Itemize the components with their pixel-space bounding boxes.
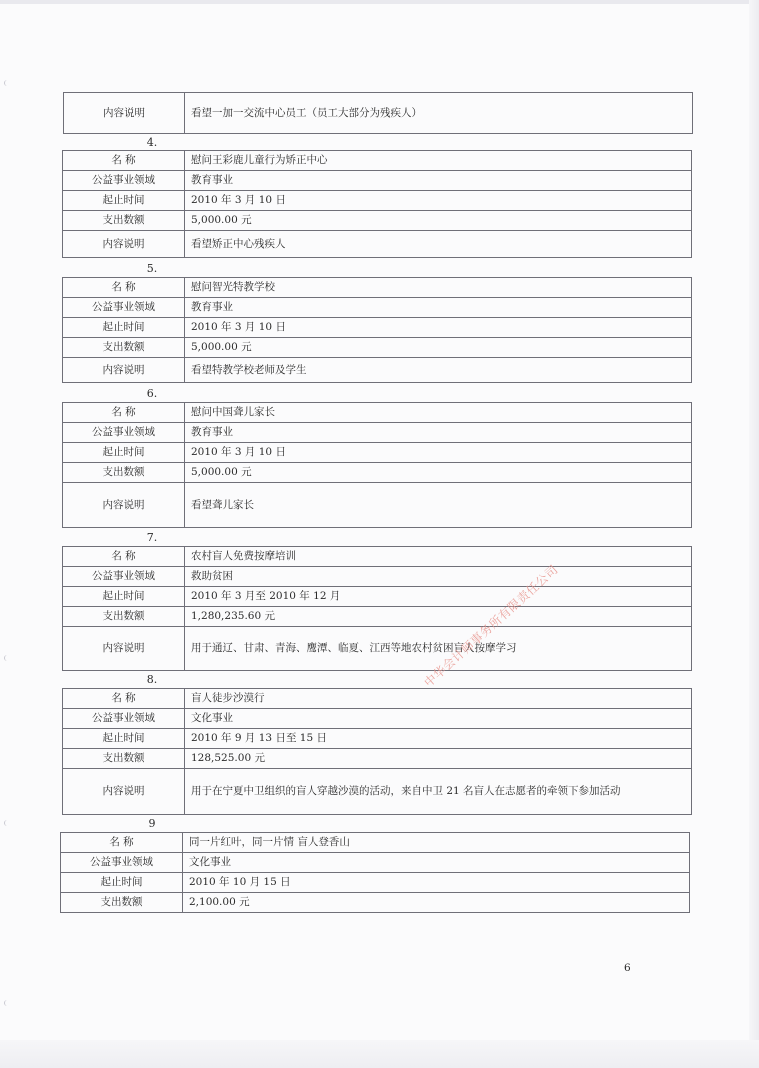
scan-edge-right [749, 0, 759, 1068]
auditor-seal-stamp: 中华会计师事务所有限责任公司 [421, 562, 561, 690]
desc-value: 看望聋儿家长 [185, 483, 692, 528]
record-row-desc [63, 627, 692, 671]
period-label: 起止时间 [63, 587, 185, 607]
record-6-table [62, 402, 692, 528]
field-value: 文化事业 [185, 709, 692, 729]
record-5-number: 5. [146, 262, 158, 275]
record-row-field [63, 567, 692, 587]
name-value: 同一片红叶，同一片情 盲人登香山 [183, 833, 690, 853]
amount-value: 128,525.00 元 [185, 749, 692, 769]
binder-hole-mark [4, 80, 11, 86]
scan-edge-top [0, 0, 759, 4]
desc-label: 内容说明 [63, 483, 185, 528]
record-9-table [60, 832, 690, 913]
record-row-amount [63, 463, 692, 483]
record-row-desc [63, 483, 692, 528]
period-label: 起止时间 [63, 729, 185, 749]
binder-hole-mark [4, 655, 11, 661]
record-row-field [63, 298, 692, 318]
record-row-desc [63, 231, 692, 258]
record-7-table [62, 546, 692, 671]
amount-value: 5,000.00 元 [185, 338, 692, 358]
field-label: 公益事业领域 [63, 567, 185, 587]
record-row-field [63, 423, 692, 443]
period-value: 2010 年 10 月 15 日 [183, 873, 690, 893]
record-row-period [63, 443, 692, 463]
amount-label: 支出数额 [63, 463, 185, 483]
record-8-number: 8. [146, 673, 158, 686]
name-value: 盲人徒步沙漠行 [185, 689, 692, 709]
record-7-number: 7. [146, 531, 158, 544]
period-value: 2010 年 9 月 13 日至 15 日 [185, 729, 692, 749]
name-value: 慰问中国聋儿家长 [185, 403, 692, 423]
field-value: 救助贫困 [185, 567, 692, 587]
amount-value: 2,100.00 元 [183, 893, 690, 913]
desc-value: 用于通辽、甘肃、青海、鹰潭、临夏、江西等地农村贫困盲人按摩学习 [185, 627, 692, 671]
record-row-period [63, 587, 692, 607]
amount-label: 支出数额 [63, 211, 185, 231]
record-6-number: 6. [146, 387, 158, 400]
period-value: 2010 年 3 月 10 日 [185, 191, 692, 211]
name-label: 名 称 [63, 689, 185, 709]
desc-label: 内容说明 [63, 769, 185, 815]
record-row-amount [63, 749, 692, 769]
amount-value: 1,280,235.60 元 [185, 607, 692, 627]
binder-hole-mark [4, 820, 11, 826]
desc-label: 内容说明 [63, 231, 185, 258]
amount-label: 支出数额 [63, 607, 185, 627]
field-label: 公益事业领域 [63, 709, 185, 729]
record-row-period [63, 729, 692, 749]
field-value: 教育事业 [185, 298, 692, 318]
record-row-desc [64, 93, 693, 134]
record-row-name [63, 151, 692, 171]
record-row-period [61, 873, 690, 893]
name-label: 名 称 [63, 151, 185, 171]
record-row-desc [63, 769, 692, 815]
record-row-name [63, 689, 692, 709]
record-row-desc [63, 358, 692, 383]
period-label: 起止时间 [63, 443, 185, 463]
record-row-field [61, 853, 690, 873]
field-label: 公益事业领域 [63, 298, 185, 318]
record-row-amount [63, 211, 692, 231]
record-row-amount [61, 893, 690, 913]
name-value: 农村盲人免费按摩培训 [185, 547, 692, 567]
record-8-table [62, 688, 692, 815]
amount-label: 支出数额 [63, 338, 185, 358]
desc-value: 看望特教学校老师及学生 [185, 358, 692, 383]
period-value: 2010 年 3 月至 2010 年 12 月 [185, 587, 692, 607]
desc-label: 内容说明 [64, 93, 185, 134]
record-row-name [63, 403, 692, 423]
record-4-table [62, 150, 692, 258]
field-label: 公益事业领域 [63, 171, 185, 191]
record-row-period [63, 191, 692, 211]
binder-hole-mark [4, 1000, 11, 1006]
record-row-period [63, 318, 692, 338]
record-row-name [61, 833, 690, 853]
record-3-table [63, 92, 693, 134]
record-5-table [62, 277, 692, 383]
amount-label: 支出数额 [61, 893, 183, 913]
amount-label: 支出数额 [63, 749, 185, 769]
name-label: 名 称 [63, 403, 185, 423]
name-label: 名 称 [63, 547, 185, 567]
period-label: 起止时间 [63, 191, 185, 211]
record-row-name [63, 547, 692, 567]
field-label: 公益事业领域 [63, 423, 185, 443]
scan-edge-bottom [0, 1040, 759, 1068]
field-label: 公益事业领域 [61, 853, 183, 873]
period-value: 2010 年 3 月 10 日 [185, 318, 692, 338]
record-row-field [63, 709, 692, 729]
record-row-amount [63, 607, 692, 627]
page-number: 6 [624, 962, 631, 974]
name-label: 名 称 [63, 278, 185, 298]
desc-value: 用于在宁夏中卫组织的盲人穿越沙漠的活动，来自中卫 21 名盲人在志愿者的牵领下参加活动 [185, 769, 692, 815]
name-value: 慰问王彩鹿儿童行为矫正中心 [185, 151, 692, 171]
period-label: 起止时间 [61, 873, 183, 893]
record-4-number: 4. [146, 136, 158, 149]
amount-value: 5,000.00 元 [185, 463, 692, 483]
record-row-field [63, 171, 692, 191]
desc-value: 看望矫正中心残疾人 [185, 231, 692, 258]
period-label: 起止时间 [63, 318, 185, 338]
field-value: 文化事业 [183, 853, 690, 873]
record-row-amount [63, 338, 692, 358]
name-value: 慰问智光特教学校 [185, 278, 692, 298]
field-value: 教育事业 [185, 423, 692, 443]
field-value: 教育事业 [185, 171, 692, 191]
period-value: 2010 年 3 月 10 日 [185, 443, 692, 463]
desc-label: 内容说明 [63, 627, 185, 671]
desc-value: 看望一加一交流中心员工（员工大部分为残疾人） [185, 93, 693, 134]
record-9-number: 9 [148, 817, 156, 830]
desc-label: 内容说明 [63, 358, 185, 383]
record-row-name [63, 278, 692, 298]
name-label: 名 称 [61, 833, 183, 853]
amount-value: 5,000.00 元 [185, 211, 692, 231]
